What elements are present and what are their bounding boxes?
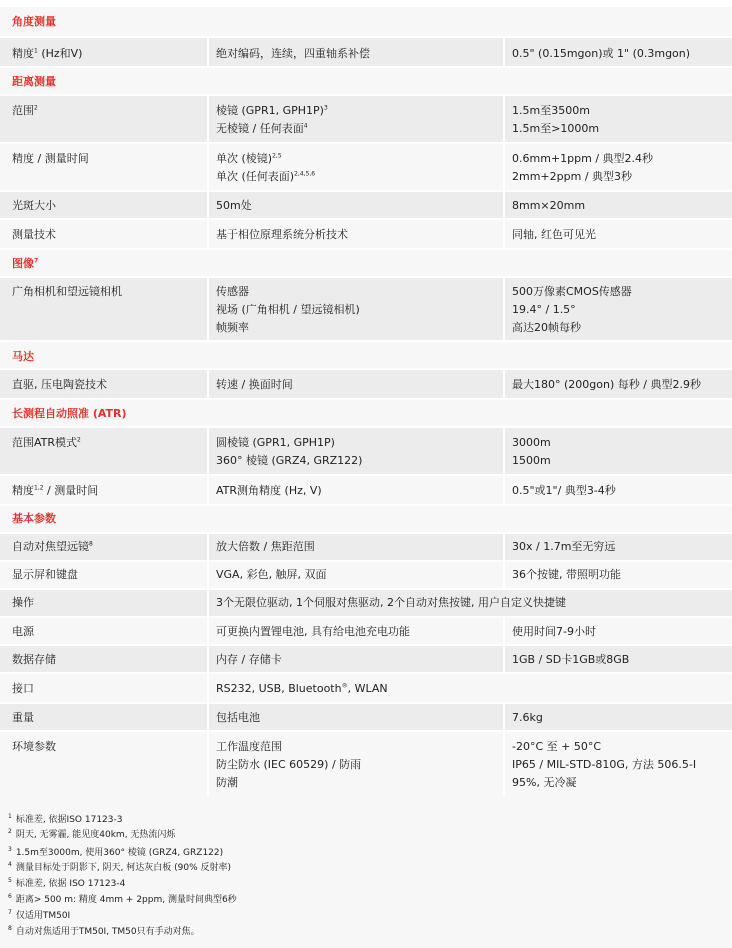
row-value: 1GB / SD卡1GB或8GB [512,653,630,666]
row-description: 包括电池 [216,711,260,724]
row-description: 圆棱镜 (GPR1, GPH1P) [216,436,335,449]
row-value: 1500m [512,454,551,467]
row-weight [0,702,732,730]
footnote-4: $^4$ 测量目标处于阴影下, 阴天, 柯达灰白板 (90% 反射率) [8,861,232,873]
row-value: 0.5" (0.15mgon)或 1" (0.3mgon) [512,47,691,60]
footnote-6: $^6$ 距离> 500 m: 精度 4mm + 2ppm, 测量时间典型6秒 [8,893,237,905]
row-range [0,94,732,142]
row-environment [0,730,732,796]
row-description: 防潮 [216,776,238,789]
section-title: 距离测量 [12,75,56,88]
footnote-5: $^5$ 标准差, 依据 ISO 17123-4 [8,877,126,889]
row-description: 放大倍数 / 焦距范围 [216,540,315,553]
row-tech [0,218,732,248]
row-label: 范围ATR模式$^2$ [12,436,81,449]
row-label: 测量技术 [12,228,56,241]
row-label: 光斑大小 [12,199,56,212]
row-value: 36个按键, 带照明功能 [512,568,621,581]
row-label: 重量 [12,711,34,724]
row-display [0,560,732,588]
row-description: 单次 (棱镜)$^{2,5}$ [216,152,282,165]
section-title: 基本参数 [12,512,56,525]
row-atr-accuracy [0,474,732,504]
row-value: 高达20帧每秒 [512,321,581,334]
footnote-3: $^3$ 1.5m至3000m, 使用360° 棱镜 (GRZ4, GRZ122) [8,846,224,858]
row-description: 传感器 [216,285,249,298]
row-value: -20°C 至 + 50°C [512,740,602,753]
row-label: 电源 [12,625,34,638]
row-value: 30x / 1.7m至无穷远 [512,540,616,553]
row-description: 绝对编码，连续，四重轴系补偿 [216,47,370,60]
row-power [0,616,732,644]
row-label: 广角相机和望远镜相机 [12,285,122,298]
row-focus [0,532,732,560]
row-atr-range [0,426,732,474]
row-value: 同轴, 红色可见光 [512,228,596,241]
row-description: VGA, 彩色, 触屏, 双面 [216,568,327,581]
row-description: 基于相位原理系统分析技术 [216,228,348,241]
row-drive [0,368,732,398]
row-value: 0.6mm+1ppm / 典型2.4秒 [512,152,654,165]
row-label: 接口 [12,682,34,695]
row-camera [0,276,732,340]
row-spot [0,190,732,218]
row-value: 1.5m至>1000m [512,122,600,135]
row-value: 最大180° (200gon) 每秒 / 典型2.9秒 [512,378,701,391]
section-title: 图像$^7$ [12,257,39,270]
section-atr [0,398,732,426]
section-title: 马达 [12,350,34,363]
row-operation [0,588,732,616]
section-basic [0,504,732,532]
row-description: 可更换内置锂电池, 具有给电池充电功能 [216,625,410,638]
row-description: 单次 (任何表面)$^{2,4,5,6}$ [216,170,316,183]
row-label: 直驱, 压电陶瓷技术 [12,378,107,391]
section-imaging [0,248,732,276]
row-value: IP65 / MIL-STD-810G, 方法 506.5-I [512,758,697,771]
section-title: 角度测量 [12,15,56,28]
row-value: 95%, 无冷凝 [512,776,577,789]
row-label: 精度$^1$ (Hz和V) [12,47,83,60]
row-storage [0,644,732,672]
footnotes [0,796,732,948]
row-description: 棱镜 (GPR1, GPH1P)$^3$ [216,104,328,117]
row-label: 操作 [12,596,34,609]
row-value: 2mm+2ppm / 典型3秒 [512,170,633,183]
row-interface [0,672,732,702]
section-angle [0,7,732,36]
footnote-7: $^7$ 仅适用TM50I [8,909,71,921]
row-description: ATR测角精度 (Hz, V) [216,484,322,497]
row-description: 转速 / 换面时间 [216,378,293,391]
row-description: 360° 棱镜 (GRZ4, GRZ122) [216,454,363,467]
row-label: 环境参数 [12,740,56,753]
row-description: 工作温度范围 [216,740,282,753]
footnote-1: $^1$ 标准差, 依据ISO 17123-3 [8,813,123,825]
row-label: 显示屏和键盘 [12,568,78,581]
row-value: 3000m [512,436,551,449]
footnote-2: $^2$ 阴天, 无雾霾, 能见度40km, 无热流闪烁 [8,828,176,840]
row-label: 数据存储 [12,653,56,666]
footnote-8: $^8$ 自动对焦适用于TM50I, TM50只有手动对焦。 [8,925,200,937]
row-description: 视场 (广角相机 / 望远镜相机) [216,303,360,316]
row-value: 8mm×20mm [512,199,586,212]
row-precision [0,142,732,190]
row-description: 防尘防水 (IEC 60529) / 防雨 [216,758,362,771]
row-label: 精度$^{1,2}$ / 测量时间 [12,484,99,497]
row-description: 3个无限位驱动, 1个伺服对焦驱动, 2个自动对焦按键, 用户自定义快捷键 [216,596,566,609]
row-description: 50m处 [216,199,252,212]
section-distance [0,66,732,94]
row-description: RS232, USB, Bluetooth®, WLAN [216,682,388,695]
row-label: 范围$^2$ [12,104,38,117]
row-description: 无棱镜 / 任何表面$^4$ [216,122,308,135]
section-title: 长测程自动照准 (ATR) [12,407,127,420]
row-label: 自动对焦望远镜$^8$ [12,540,93,553]
row-value: 0.5"或1"/ 典型3-4秒 [512,484,616,497]
row-value: 19.4° / 1.5° [512,303,576,316]
row-accuracy [0,36,732,66]
row-value: 7.6kg [512,711,543,724]
row-description: 内存 / 存储卡 [216,653,282,666]
row-value: 使用时间7-9小时 [512,625,596,638]
row-value: 500万像素CMOS传感器 [512,285,632,298]
section-motor [0,340,732,368]
row-value: 1.5m至3500m [512,104,590,117]
row-description: 帧频率 [216,321,249,334]
row-label: 精度 / 测量时间 [12,152,89,165]
